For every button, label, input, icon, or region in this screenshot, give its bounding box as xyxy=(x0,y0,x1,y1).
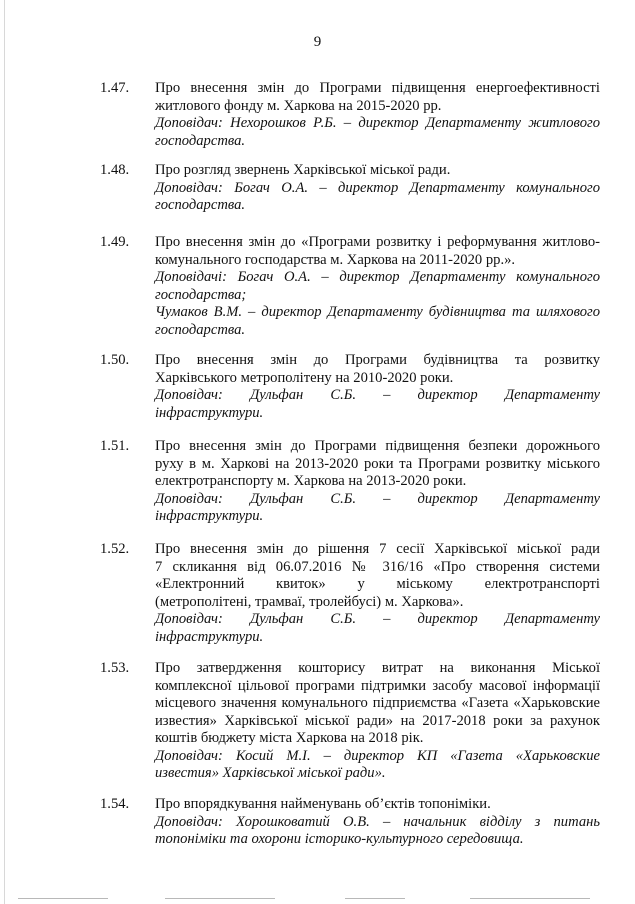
speaker-line: господарства. xyxy=(155,197,246,213)
speaker-line: Доповідач: Дульфан С.Б. – директор Департаменту xyxy=(155,490,600,507)
speaker-line: известия» Харківської міської ради». xyxy=(155,765,386,781)
item-title-line: 7 скликання від 06.07.2016 № 316/16 «Про створення системи xyxy=(155,558,600,575)
item-body xyxy=(155,541,600,646)
item-title-line: Про розгляд звернень Харківської міської ради. xyxy=(155,162,451,178)
speaker-line: Чумаков В.М. – директор Департаменту будівництва та шляхового xyxy=(155,304,600,320)
item-title-line: Харківського метрополітену на 2010-2020 роки. xyxy=(155,369,454,386)
speaker-line: інфраструктури. xyxy=(155,628,264,645)
item-body xyxy=(155,796,600,849)
item-number: 1.52. xyxy=(100,541,130,557)
item-body xyxy=(155,660,600,783)
item-title-line: комунального господарства м. Харкова на 2011-2020 рр.». xyxy=(155,251,516,268)
speaker-line: Доповідач: Косий М.І. – директор КП «Газета «Харьковские xyxy=(155,747,600,764)
bottom-divider xyxy=(18,898,108,899)
item-body xyxy=(155,234,600,339)
speaker-line: Доповідач: Хорошковатий О.В. – начальник відділу з питань xyxy=(155,813,600,830)
item-title-line: Про внесення змін до Програми будівництва та розвитку xyxy=(155,352,600,368)
item-number: 1.47. xyxy=(100,80,130,96)
speaker-line: інфраструктури. xyxy=(155,404,264,421)
speaker-line: господарства. xyxy=(155,321,246,338)
bottom-divider xyxy=(345,898,405,899)
item-title-line: комплексної цільової програми підтримки засобу масової інформації xyxy=(155,677,600,694)
speaker-line: Доповідач: Нехорошков Р.Б. – директор Департаменту житлового xyxy=(155,115,600,131)
speaker-line: господарства; xyxy=(155,286,247,303)
bottom-divider xyxy=(470,898,590,899)
item-body xyxy=(155,438,600,526)
item-title-line: Про внесення змін до рішення 7 сесії Харківської міської ради xyxy=(155,541,600,557)
item-number: 1.48. xyxy=(100,162,130,178)
item-number: 1.51. xyxy=(100,438,130,454)
page-left-edge xyxy=(4,0,5,904)
item-title-line: електротранспорту м. Харкова на 2013-2020 роки. xyxy=(155,473,467,489)
item-title-line: коштів бюджету міста Харкова на 2018 рік. xyxy=(155,730,424,746)
speaker-line: Доповідач: Богач О.А. – директор Департаменту комунального xyxy=(155,179,600,196)
speaker-line: Доповідачі: Богач О.А. – директор Департаменту комунального xyxy=(155,269,600,285)
item-title-line: руху в м. Харкові на 2013-2020 роки та Програми розвитку міського xyxy=(155,455,600,472)
item-title-line: известия» Харківської міської ради» на 2017-2018 роки за рахунок xyxy=(155,712,600,729)
speaker-line: топоніміки та охорони історико-культурного середовища. xyxy=(155,831,524,847)
item-body xyxy=(155,352,600,422)
item-title-line: житлового фонду м. Харкова на 2015-2020 рр. xyxy=(155,97,442,114)
item-title-line: Про впорядкування найменувань об’єктів топоніміки. xyxy=(155,796,491,812)
item-body xyxy=(155,80,600,150)
page-number: 9 xyxy=(313,34,322,50)
speaker-line: Доповідач: Дульфан С.Б. – директор Департаменту xyxy=(155,611,600,627)
item-title-line: Про внесення змін до Програми підвищення безпеки дорожнього xyxy=(155,438,600,454)
item-title-line: місцевого значення комунального підприємства «Газета «Харьковские xyxy=(155,695,600,711)
bottom-divider xyxy=(165,898,275,899)
item-number: 1.50. xyxy=(100,352,130,368)
item-number: 1.54. xyxy=(100,796,130,812)
item-title-line: «Електронний квиток» у міському електротранспорті xyxy=(155,576,600,592)
item-title-line: (метрополітені, трамваї, тролейбусі) м. Харкова». xyxy=(155,593,464,610)
item-title-line: Про затвердження кошторису витрат на виконання Міської xyxy=(155,660,600,676)
speaker-line: господарства. xyxy=(155,132,246,149)
item-title-line: Про внесення змін до «Програми розвитку і реформування житлово- xyxy=(155,234,600,250)
speaker-line: Доповідач: Дульфан С.Б. – директор Департаменту xyxy=(155,387,600,403)
item-body xyxy=(155,162,600,215)
item-number: 1.53. xyxy=(100,660,130,676)
speaker-line: інфраструктури. xyxy=(155,508,264,524)
item-title-line: Про внесення змін до Програми підвищення енергоефективності xyxy=(155,80,600,96)
item-number: 1.49. xyxy=(100,234,130,250)
